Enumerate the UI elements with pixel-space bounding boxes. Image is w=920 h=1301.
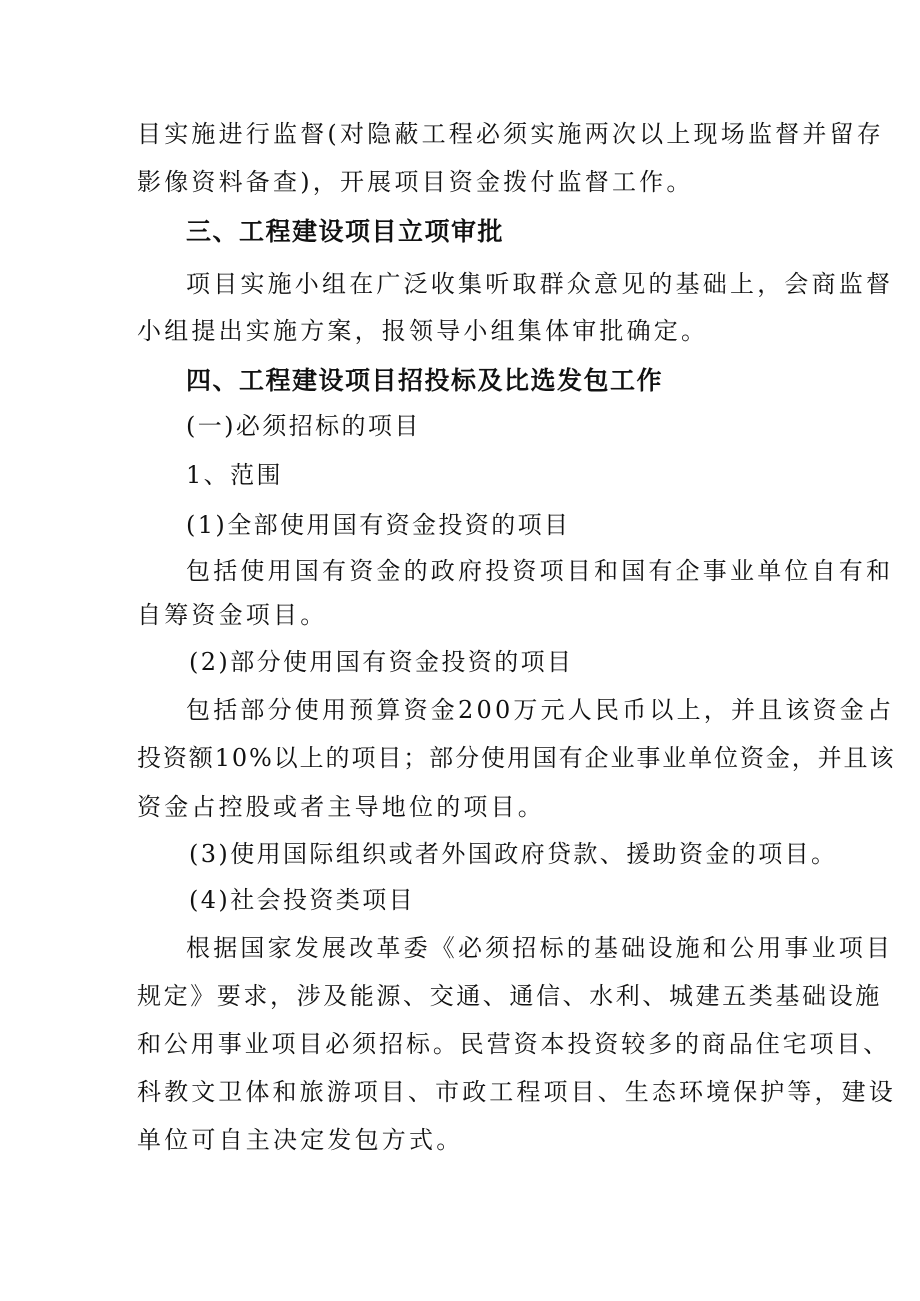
list-item-heading: (4)社会投资类项目 (189, 886, 415, 914)
section-heading-3: 三、工程建设项目立项审批 (186, 217, 505, 246)
body-text-line: 项目实施小组在广泛收集听取群众意见的基础上，会商监督 (186, 270, 894, 298)
list-item-heading: (3)使用国际组织或者外国政府贷款、援助资金的项目。 (189, 840, 838, 868)
body-text-line: 包括部分使用预算资金200万元人民币以上，并且该资金占 (186, 696, 895, 724)
body-text-line: 单位可自主决定发包方式。 (137, 1126, 464, 1154)
body-text-line: 规定》要求，涉及能源、交通、通信、水利、城建五类基础设施 (137, 982, 882, 1010)
subsection-heading: 1、范围 (186, 461, 283, 489)
subsection-heading: (一)必须招标的项目 (186, 412, 421, 440)
body-text-line: 小组提出实施方案，报领导小组集体审批确定。 (137, 317, 709, 345)
body-text-line: 包括使用国有资金的政府投资项目和国有企事业单位自有和 (186, 557, 894, 585)
section-heading-4: 四、工程建设项目招投标及比选发包工作 (186, 366, 664, 395)
body-text-line: 影像资料备查)，开展项目资金拨付监督工作。 (137, 168, 694, 196)
body-text-line: 自筹资金项目。 (137, 601, 328, 629)
body-text-line: 根据国家发展改革委《必须招标的基础设施和公用事业项目 (186, 934, 894, 962)
body-text-line: 和公用事业项目必须招标。民营资本投资较多的商品住宅项目、 (137, 1030, 891, 1058)
list-item-heading: (2)部分使用国有资金投资的项目 (189, 648, 574, 676)
body-text-line: 目实施进行监督(对隐蔽工程必须实施两次以上现场监督并留存 (137, 120, 884, 148)
body-text-line: 科教文卫体和旅游项目、市政工程项目、生态环境保护等，建设 (137, 1078, 896, 1106)
list-item-heading: (1)全部使用国有资金投资的项目 (186, 511, 571, 539)
body-text-line: 资金占控股或者主导地位的项目。 (137, 793, 545, 821)
body-text-line: 投资额10%以上的项目；部分使用国有企业事业单位资金，并且该 (137, 744, 896, 772)
